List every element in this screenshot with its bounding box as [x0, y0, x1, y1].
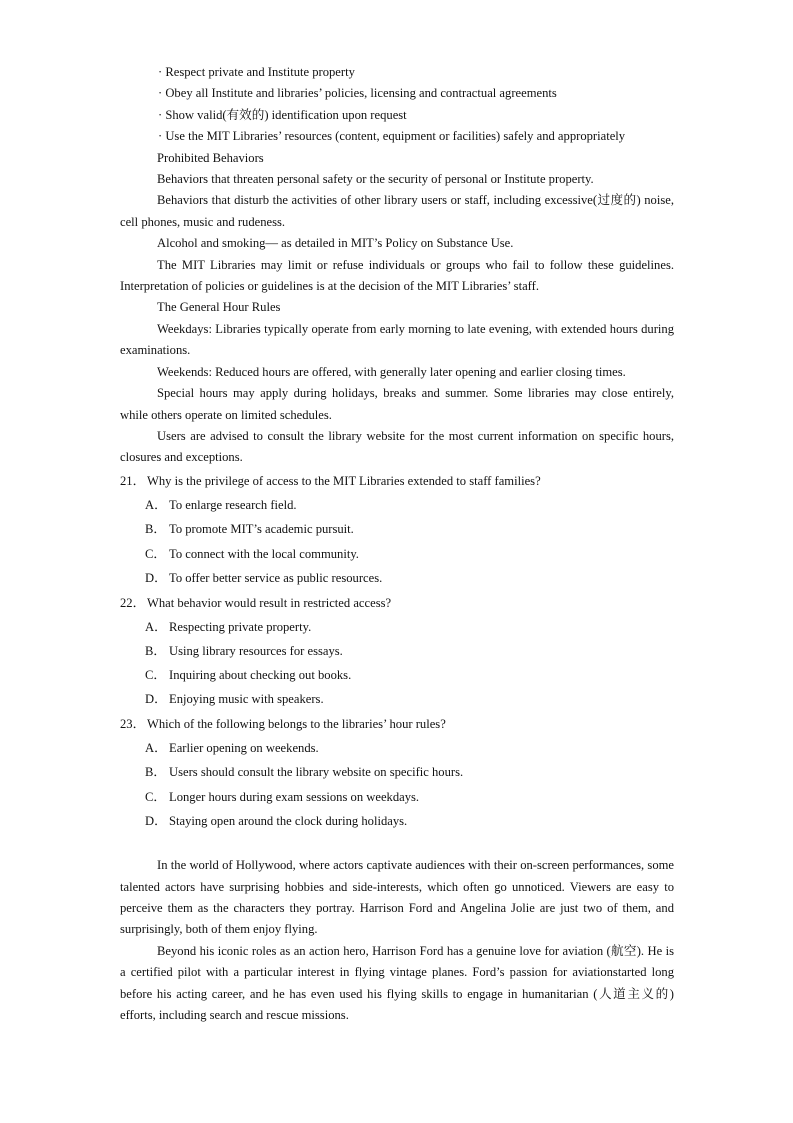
option-text: To enlarge research field. — [169, 498, 297, 513]
option-letter: B． — [145, 765, 166, 780]
option-text: Users should consult the library website on specific hours. — [169, 765, 464, 780]
section-heading: Prohibited Behaviors — [157, 150, 264, 165]
question-text: What behavior would result in restricted access? — [147, 595, 392, 610]
rule-bullet: · Respect private and Institute property — [158, 65, 355, 79]
question-number: 22． — [120, 595, 146, 610]
answer-option — [120, 736, 674, 760]
answer-option — [120, 542, 674, 566]
option-letter: B． — [145, 522, 166, 537]
answer-option — [120, 687, 674, 711]
paragraph: The MIT Libraries may limit or refuse individuals or groups who fail to follow these guidelines. Interpretation of policies or guidelines is at the decision of the MIT Libraries’ staff. — [120, 257, 674, 294]
option-text: To promote MIT’s academic pursuit. — [169, 522, 354, 537]
option-letter: B． — [145, 643, 166, 658]
question-number: 23． — [120, 717, 146, 732]
option-letter: C． — [145, 668, 166, 683]
answer-option — [120, 809, 674, 833]
option-letter: D． — [145, 813, 167, 828]
rule-bullet: · Obey all Institute and libraries’ policies, licensing and contractual agreements — [158, 86, 557, 101]
paragraph: Behaviors that threaten personal safety or the security of personal or Institute property. — [157, 172, 594, 187]
question — [120, 592, 674, 615]
section-heading: The General Hour Rules — [157, 300, 281, 315]
answer-option — [120, 566, 674, 590]
answer-option — [120, 760, 674, 784]
answer-option — [120, 517, 674, 541]
passage-paragraph: In the world of Hollywood, where actors captivate audiences with their on-screen performances, some talented actors have surprising hobbies and side-interests, which often go unnoticed. Viewers are easy to perceive them as the characters they portray. Harrison Ford and Angelina Jolie are just two of them, and surprisingly, both of them enjoy flying. — [120, 858, 674, 937]
question — [120, 470, 674, 493]
answer-option — [120, 615, 674, 639]
section-spacer — [120, 833, 674, 855]
option-letter: C． — [145, 789, 166, 804]
option-letter: A． — [145, 498, 167, 513]
option-text: Respecting private property. — [169, 619, 312, 634]
paragraph: Special hours may apply during holidays, breaks and summer. Some libraries may close entirely, while others operate on limited schedules. — [120, 386, 674, 422]
option-letter: A． — [145, 740, 167, 755]
question-text: Why is the privilege of access to the MIT Libraries extended to staff families? — [147, 474, 541, 489]
option-text: Earlier opening on weekends. — [169, 740, 319, 755]
answer-option — [120, 663, 674, 687]
option-text: Enjoying music with speakers. — [169, 692, 324, 707]
option-text: Using library resources for essays. — [169, 643, 343, 658]
answer-option — [120, 639, 674, 663]
option-text: Longer hours during exam sessions on weekdays. — [169, 789, 420, 804]
option-text: Staying open around the clock during holidays. — [169, 813, 408, 828]
question — [120, 713, 674, 736]
question-text: Which of the following belongs to the libraries’ hour rules? — [147, 717, 446, 732]
option-text: To connect with the local community. — [169, 546, 359, 561]
option-text: Inquiring about checking out books. — [169, 668, 352, 683]
text-column — [120, 62, 674, 1026]
paragraph: Weekends: Reduced hours are offered, with generally later opening and earlier closing times. — [157, 364, 626, 379]
paragraph: Behaviors that disturb the activities of other library users or staff, including excessive(过度的) noise, cell phones, music and rudeness. — [120, 193, 674, 229]
paragraph: Alcohol and smoking— as detailed in MIT’s Policy on Substance Use. — [157, 236, 514, 251]
option-letter: D． — [145, 692, 167, 707]
rule-bullet: · Use the MIT Libraries’ resources (content, equipment or facilities) safely and appropriately — [158, 129, 626, 144]
rule-bullet: · Show valid(有效的) identification upon request — [158, 107, 407, 122]
answer-option — [120, 493, 674, 517]
question-number: 21． — [120, 474, 146, 489]
option-letter: C． — [145, 546, 166, 561]
paragraph: Weekdays: Libraries typically operate from early morning to late evening, with extended hours during examinations. — [120, 321, 674, 358]
option-letter: D． — [145, 570, 167, 585]
paragraph: Users are advised to consult the library website for the most current information on specific hours, closures and exceptions. — [120, 428, 674, 465]
answer-option — [120, 785, 674, 809]
option-text: To offer better service as public resources. — [169, 570, 383, 585]
passage-paragraph: Beyond his iconic roles as an action hero, Harrison Ford has a genuine love for aviation (航空). He is a certified pilot with a particular interest in flying vintage planes. Ford’s passion for aviationstarted long before his acting career, and he has even used his flying skills to engage in humanitarian (人道主义的) efforts, including search and rescue missions. — [120, 943, 674, 1023]
option-letter: A． — [145, 619, 167, 634]
